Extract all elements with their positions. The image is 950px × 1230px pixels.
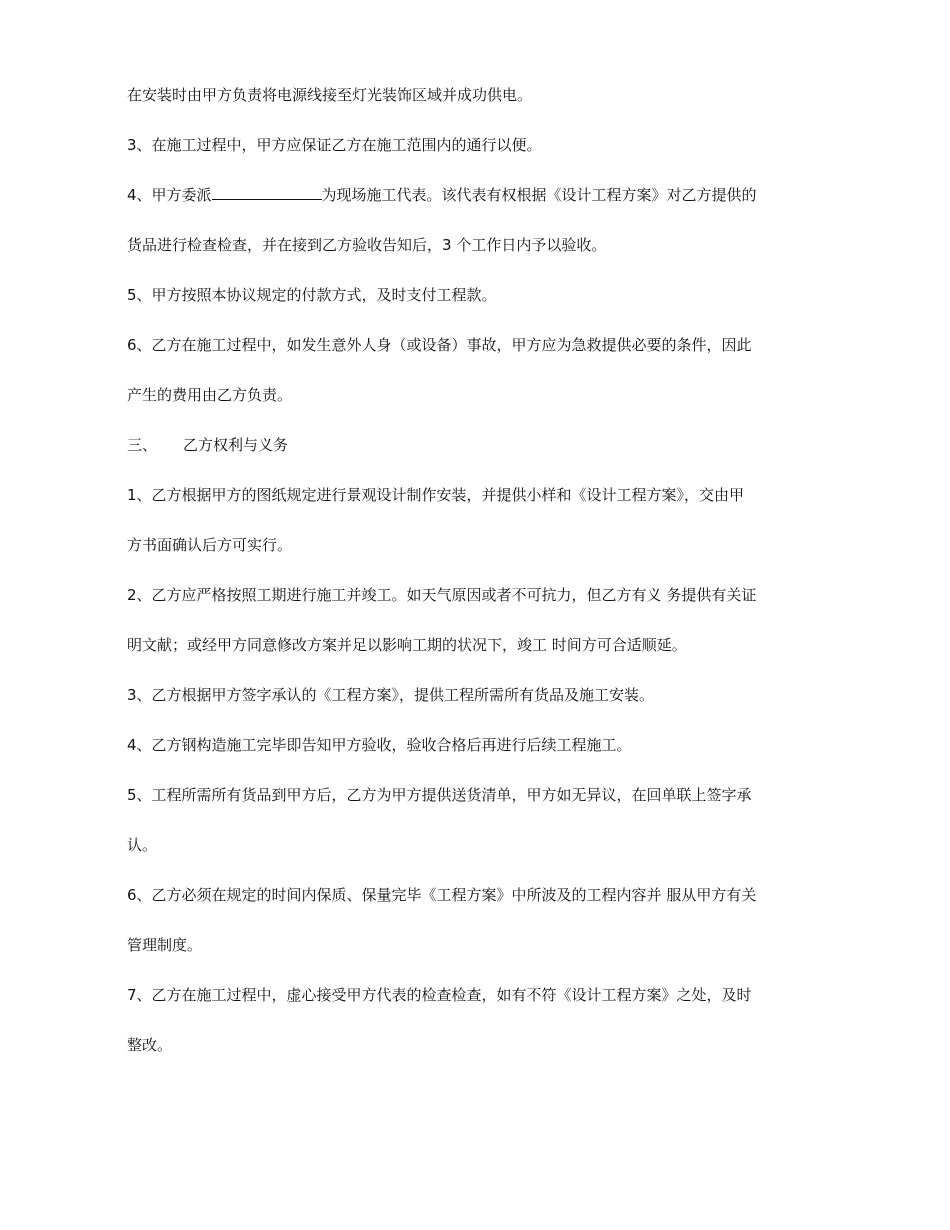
paragraph-line: 在安装时由甲方负责将电源线接至灯光装饰区域并成功供电。 — [127, 86, 533, 104]
section-title: 乙方权利与义务 — [183, 436, 289, 454]
paragraph-line: 货品进行检查检查，并在接到乙方验收告知后，3 个工作日内予以验收。 — [127, 236, 607, 254]
paragraph-line: 认。 — [127, 836, 158, 854]
paragraph-line: 3、在施工过程中，甲方应保证乙方在施工范围内的通行以便。 — [127, 136, 542, 154]
paragraph-line: 6、乙方必须在规定的时间内保质、保量完毕《工程方案》中所波及的工程内容并 服从甲方有关 — [127, 886, 757, 904]
clause-continuation-text: 为现场施工代表。该代表有权根据《设计工程方案》对乙方提供的 — [321, 186, 757, 204]
paragraph-line: 1、乙方根据甲方的图纸规定进行景观设计制作安装，并提供小样和《设计工程方案》，交由甲 — [127, 486, 745, 504]
section-heading — [127, 434, 827, 456]
paragraph-line: 方书面确认后方可实行。 — [127, 536, 293, 554]
paragraph-line: 6、乙方在施工过程中，如发生意外人身（或设备）事故，甲方应为急救提供必要的条件，因此 — [127, 336, 752, 354]
paragraph-line: 4、乙方钢构造施工完毕即告知甲方验收，验收合格后再进行后续工程施工。 — [127, 736, 632, 754]
paragraph-line: 5、甲方按照本协议规定的付款方式，及时支付工程款。 — [127, 286, 497, 304]
paragraph-line: 明文献；或经甲方同意修改方案并足以影响工期的状况下，竣工 时间方可合适顺延。 — [127, 636, 687, 654]
blank-signature-line — [212, 184, 322, 200]
paragraph-line: 产生的费用由乙方负责。 — [127, 386, 293, 404]
paragraph-line: 3、乙方根据甲方签字承认的《工程方案》，提供工程所需所有货品及施工安装。 — [127, 686, 655, 704]
section-number: 三、 — [127, 436, 158, 454]
paragraph-line: 7、乙方在施工过程中，虚心接受甲方代表的检查检查，如有不符《设计工程方案》之处，及时 — [127, 986, 752, 1004]
clause-start-text: 4、甲方委派 — [127, 186, 212, 204]
paragraph-line: 整改。 — [127, 1036, 173, 1054]
paragraph-line: 2、乙方应严格按照工期进行施工并竣工。如天气原因或者不可抗力，但乙方有义 务提供有关证 — [127, 586, 757, 604]
paragraph-line: 5、工程所需所有货品到甲方后，乙方为甲方提供送货清单，甲方如无异议，在回单联上签字承 — [127, 786, 752, 804]
paragraph-line-with-blank — [127, 184, 827, 206]
paragraph-line: 管理制度。 — [127, 936, 203, 954]
